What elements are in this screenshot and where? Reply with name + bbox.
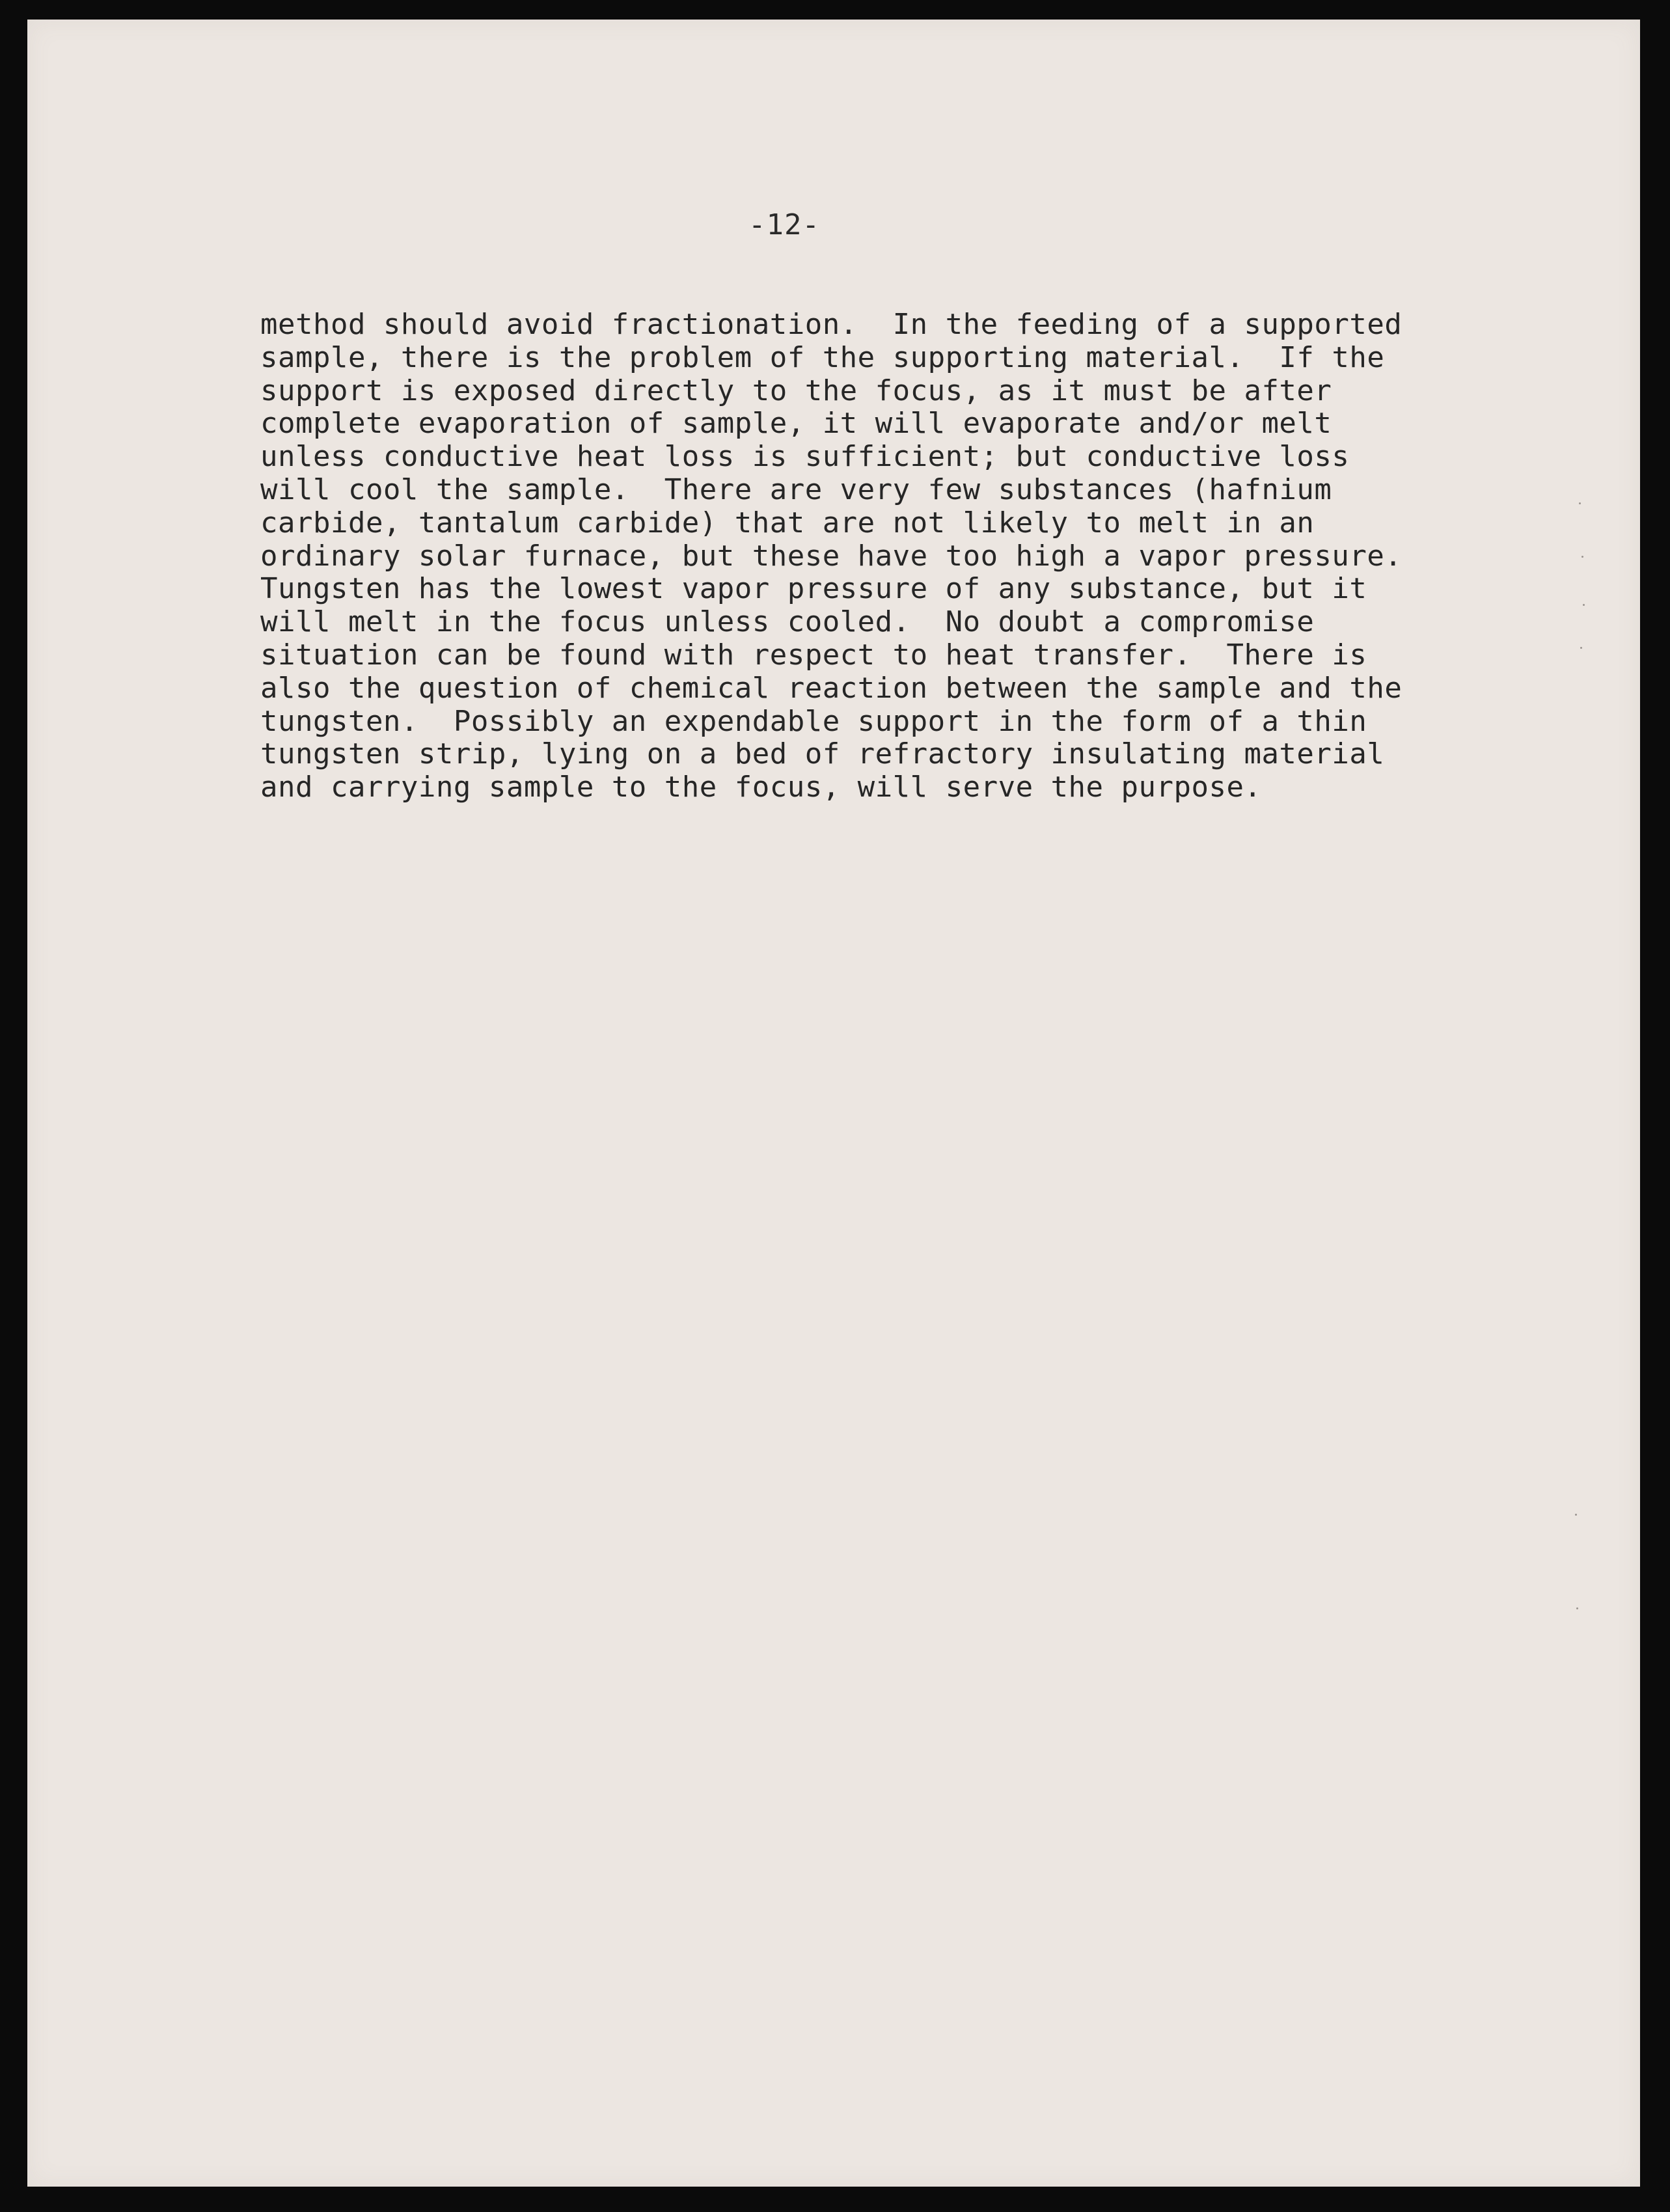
text-line: unless conductive heat loss is sufficient; but conductive loss: [260, 440, 1350, 474]
page-number: -12-: [748, 208, 820, 241]
text-line: support is exposed directly to the focus, as it must be after: [260, 374, 1332, 407]
text-line: tungsten strip, lying on a bed of refractory insulating material: [260, 737, 1385, 771]
text-line: will cool the sample. There are very few substances (hafnium: [260, 472, 1332, 506]
paper-speck: [1580, 647, 1582, 649]
paper-speck: [1583, 604, 1585, 606]
text-line: tungsten. Possibly an expendable support in the form of a thin: [260, 704, 1367, 738]
text-line: also the question of chemical reaction between the sample and the: [260, 671, 1403, 705]
text-line: sample, there is the problem of the supporting material. If the: [260, 340, 1385, 374]
paper-speck: [1581, 556, 1583, 558]
paper-speck: [1575, 1514, 1577, 1516]
text-line: carbide, tantalum carbide) that are not likely to melt in an: [260, 506, 1315, 539]
text-line: and carrying sample to the focus, will serve the purpose.: [260, 771, 1262, 804]
paper-speck: [1576, 1607, 1578, 1609]
text-line: complete evaporation of sample, it will evaporate and/or melt: [260, 407, 1332, 441]
text-line: ordinary solar furnace, but these have too high a vapor pressure.: [260, 539, 1403, 573]
paper-sheet: [27, 20, 1640, 2187]
text-line: method should avoid fractionation. In the feeding of a supported: [260, 308, 1403, 341]
text-line: will melt in the focus unless cooled. No doubt a compromise: [260, 605, 1315, 639]
body-paragraph: [260, 308, 1402, 804]
paper-speck: [1579, 502, 1581, 504]
text-line: situation can be found with respect to heat transfer. There is: [260, 638, 1367, 672]
text-line: Tungsten has the lowest vapor pressure of any substance, but it: [260, 572, 1367, 606]
